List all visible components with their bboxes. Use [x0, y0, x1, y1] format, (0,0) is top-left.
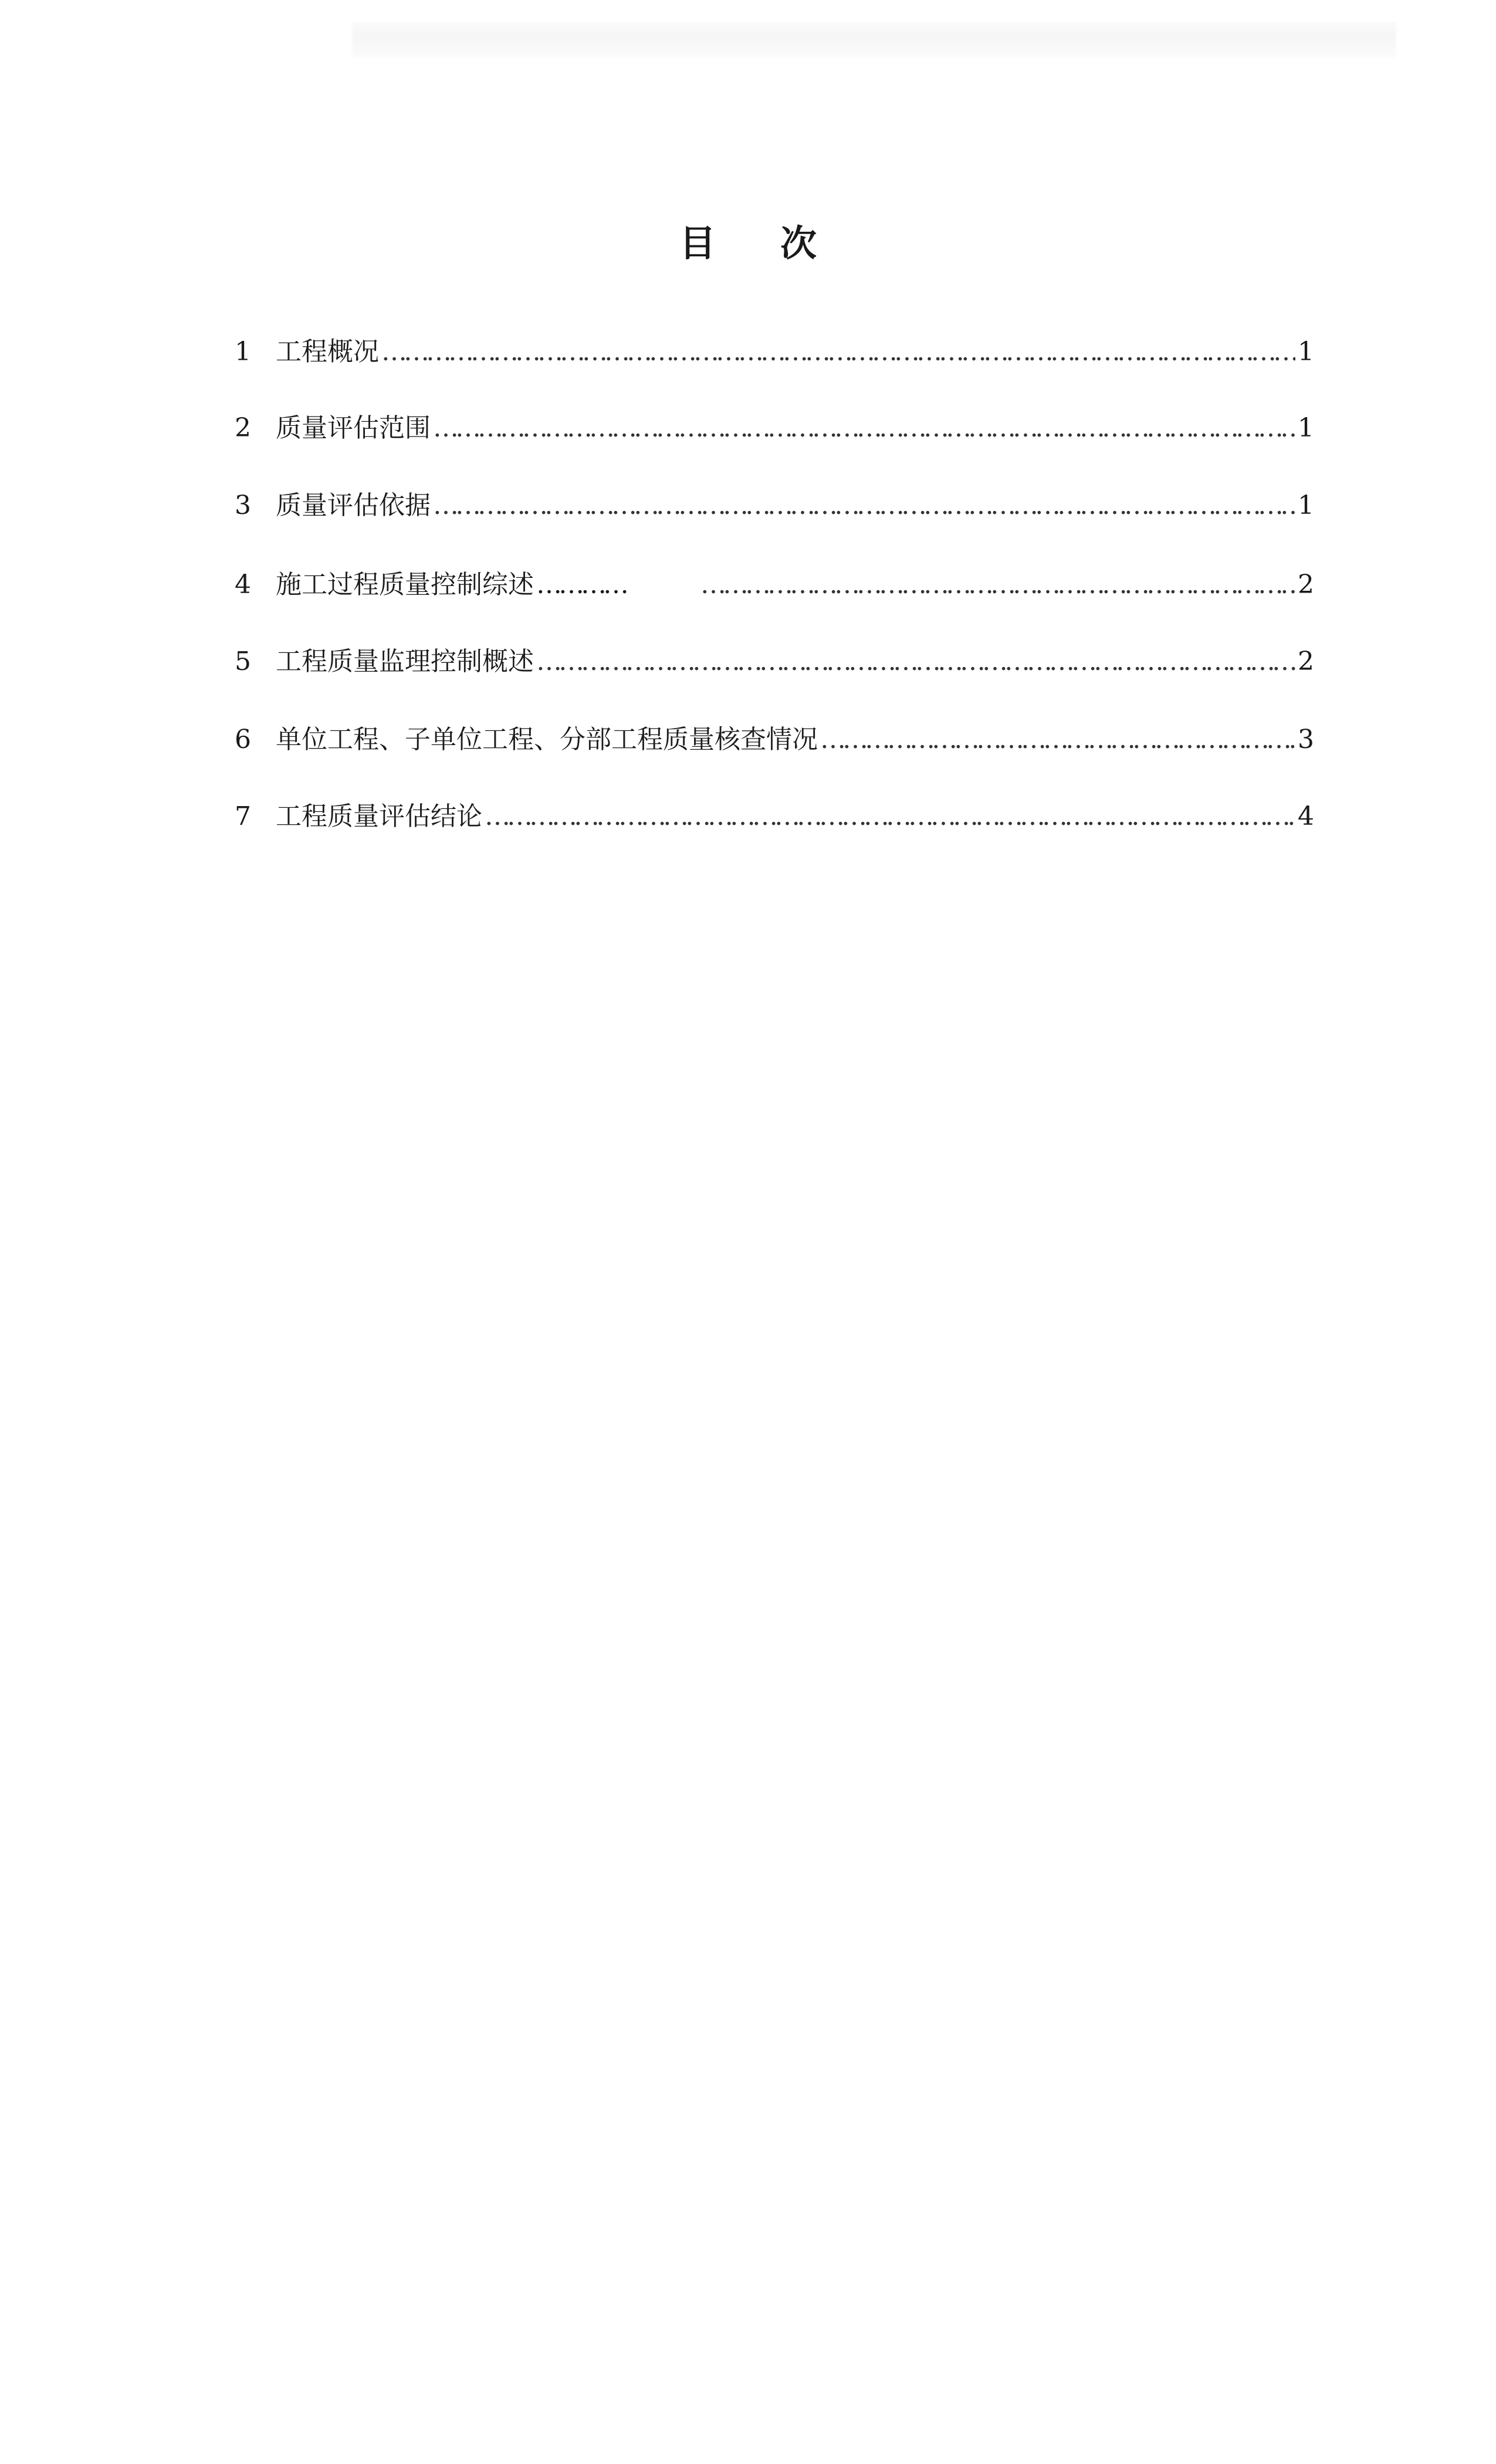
toc-label: 质量评估范围 — [276, 413, 431, 443]
toc-entry[interactable] — [235, 644, 1314, 679]
toc-page-number: 1 — [1298, 490, 1314, 520]
dot-leader — [433, 411, 1295, 446]
toc-label: 工程质量监理控制概述 — [276, 647, 534, 676]
toc-entry[interactable] — [235, 567, 1314, 603]
toc-entry[interactable] — [235, 411, 1314, 446]
toc-entry[interactable] — [235, 722, 1314, 757]
page-title — [0, 214, 1496, 266]
title-char-2: 次 — [780, 222, 817, 265]
toc-page-number: 1 — [1298, 413, 1314, 443]
dot-leader-short: ………… — [536, 570, 625, 600]
toc-page-number: 2 — [1298, 647, 1314, 676]
toc-number: 1 — [235, 337, 251, 367]
toc-page-number: 4 — [1298, 801, 1314, 831]
toc-number: 2 — [235, 413, 251, 443]
dot-leader — [820, 722, 1295, 757]
toc-number: 7 — [235, 801, 251, 831]
scan-artifact — [352, 22, 1396, 57]
toc-label: 质量评估依据 — [276, 490, 431, 520]
toc-label: 工程概况 — [276, 337, 379, 367]
toc-page-number: 2 — [1298, 570, 1314, 600]
dot-leader — [700, 567, 1295, 603]
title-char-1: 目 — [679, 222, 716, 265]
toc-entry[interactable] — [235, 799, 1314, 834]
toc-entry[interactable] — [235, 334, 1314, 370]
dot-leader — [381, 334, 1295, 370]
toc-page-number: 3 — [1298, 725, 1314, 754]
toc-number: 6 — [235, 725, 251, 754]
toc-number: 3 — [235, 490, 251, 520]
dot-leader — [433, 488, 1295, 523]
toc-number: 5 — [235, 647, 251, 676]
toc-label: 单位工程、子单位工程、分部工程质量核查情况 — [276, 725, 818, 754]
dot-leader — [536, 644, 1295, 679]
toc-label: 施工过程质量控制综述 — [276, 570, 534, 600]
toc-entry[interactable] — [235, 488, 1314, 523]
toc-page-number: 1 — [1298, 337, 1314, 367]
dot-leader — [485, 799, 1295, 834]
toc-number: 4 — [235, 570, 251, 600]
toc-label: 工程质量评估结论 — [276, 801, 482, 831]
